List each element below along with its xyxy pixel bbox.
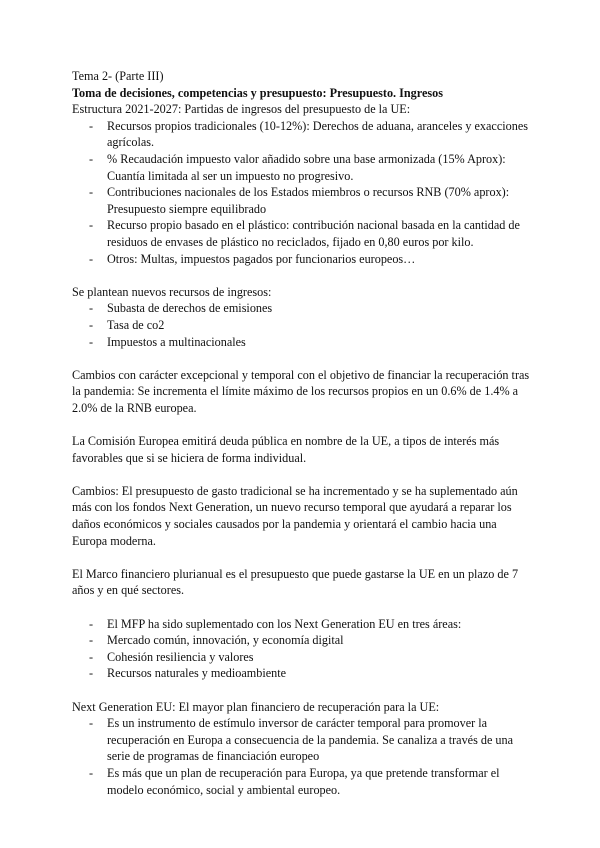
new-resources-list [72,300,532,350]
list-item: - Es más que un plan de recuperación para Europa, ya que pretende transformar el modelo económico, social y ambiental europeo. [72,765,532,798]
next-gen-intro: Next Generation EU: El mayor plan financiero de recuperación para la UE: [72,699,440,714]
section-title: Toma de decisiones, competencias y presupuesto: Presupuesto. Ingresos [72,85,443,100]
document-page [72,68,532,798]
exceptional-paragraph: Cambios con carácter excepcional y temporal con el objetivo de financiar la recuperación tras la pandemia: Se incrementa el límite máximo de los recursos propios en un 0.6% de 1.4% a 2.0% de la RNB europea. [72,367,530,415]
next-gen-list [72,715,532,798]
new-resources-intro: Se plantean nuevos recursos de ingresos: [72,284,272,299]
list-item: - Cohesión resiliencia y valores [72,649,532,666]
list-item: - Mercado común, innovación, y economía digital [72,632,532,649]
topic-heading: Tema 2- (Parte III) [72,69,164,83]
mfp-list [72,616,532,682]
income-list [72,118,532,267]
changes-paragraph: Cambios: El presupuesto de gasto tradicional se ha incrementado y se ha suplementado aún más con los fondos Next Generation, un nuevo recurso temporal que ayudará a reparar los daños económicos y sociales causados por la pandemia y orientará el cambio hacia una Europa moderna. [72,483,518,548]
list-item: - Es un instrumento de estímulo inversor de carácter temporal para promover la recuperación en Europa a consecuencia de la pandemia. Se canaliza a través de una serie de programas de financiación europeo [72,715,532,765]
list-item: - Recursos naturales y medioambiente [72,665,532,682]
list-item: - Recurso propio basado en el plástico: contribución nacional basada en la cantidad de residuos de envases de plástico no reciclados, fijado en 0,80 euros por kilo. [72,217,532,250]
list-item: - Recursos propios tradicionales (10-12%): Derechos de aduana, aranceles y exacciones agrícolas. [72,118,532,151]
list-item: - Subasta de derechos de emisiones [72,300,532,317]
list-item: - Contribuciones nacionales de los Estados miembros o recursos RNB (70% aprox): Presupuesto siempre equilibrado [72,184,532,217]
list-item: - El MFP ha sido suplementado con los Next Generation EU en tres áreas: [72,616,532,633]
list-item: - Tasa de co2 [72,317,532,334]
mfp-paragraph: El Marco financiero plurianual es el presupuesto que puede gastarse la UE en un plazo de 7 años y en qué sectores. [72,566,519,598]
list-item: - % Recaudación impuesto valor añadido sobre una base armonizada (15% Aprox): Cuantía limitada al ser un impuesto no progresivo. [72,151,532,184]
list-item: - Impuestos a multinacionales [72,334,532,351]
structure-intro: Estructura 2021-2027: Partidas de ingresos del presupuesto de la UE: [72,102,411,117]
commission-paragraph: La Comisión Europea emitirá deuda pública en nombre de la UE, a tipos de interés más favorables que si se hiciera de forma individual. [72,434,500,465]
list-item: - Otros: Multas, impuestos pagados por funcionarios europeos… [72,251,532,268]
